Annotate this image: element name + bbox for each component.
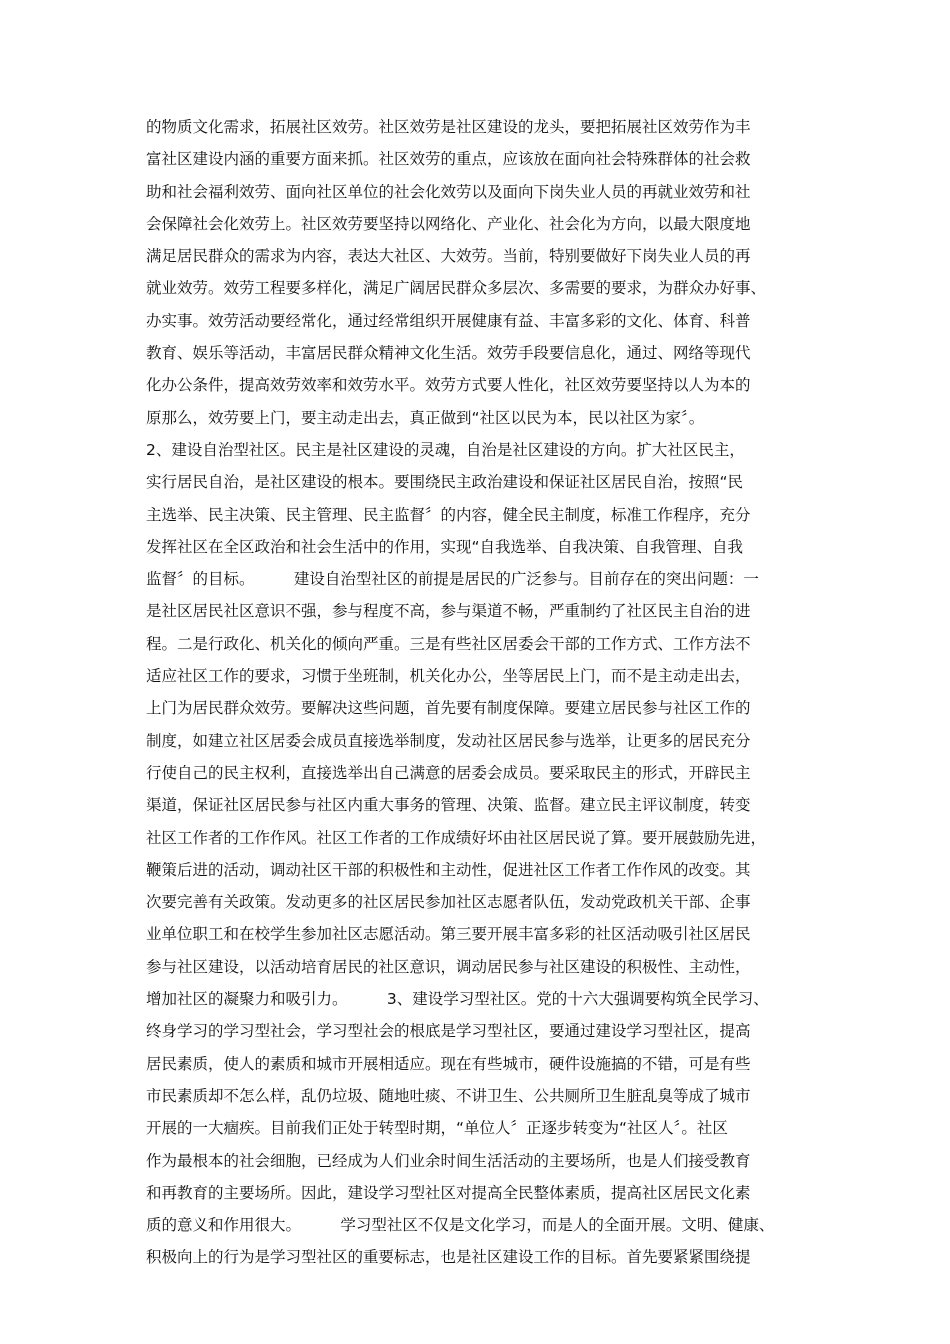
- text-line: 的物质文化需求，拓展社区效劳。社区效劳是社区建设的龙头，要把拓展社区效劳作为丰: [146, 118, 751, 136]
- text-line: 就业效劳。效劳工程要多样化，满足广阔居民群众多层次、多需要的要求，为群众办好事、: [146, 279, 767, 298]
- text-line: 渠道，保证社区居民参与社区内重大事务的管理、决策、监督。建立民主评议制度，转变: [146, 796, 751, 815]
- text-line: 鞭策后进的活动，调动社区干部的积极性和主动性，促进社区工作者工作作风的改变。其: [146, 860, 751, 879]
- text-line: 增加社区的凝聚力和吸引力。 3、建设学习型社区。党的十六大强调要构筑全民学习、: [146, 990, 769, 1009]
- text-line: 2、建设自治型社区。民主是社区建设的灵魂，自治是社区建设的方向。扩大社区民主，: [146, 440, 745, 459]
- text-line: 是社区居民社区意识不强，参与程度不高，参与渠道不畅，严重制约了社区民主自治的进: [146, 602, 751, 621]
- text-line: 助和社会福利效劳、面向社区单位的社会化效劳以及面向下岗失业人员的再就业效劳和社: [146, 182, 751, 201]
- text-line: 化办公条件，提高效劳效率和效劳水平。效劳方式要人性化，社区效劳要坚持以人为本的: [146, 376, 751, 395]
- text-line: 质的意义和作用很大。 学习型社区不仅是文化学习，而是人的全面开展。文明、健康、: [146, 1216, 775, 1235]
- text-line: 居民素质，使人的素质和城市开展相适应。现在有些城市，硬件设施搞的不错，可是有些: [146, 1054, 751, 1073]
- text-line: 和再教育的主要场所。因此，建设学习型社区对提高全民整体素质，提高社区居民文化素: [146, 1183, 751, 1202]
- text-line: 实行居民自治，是社区建设的根本。要围绕民主政治建设和保证社区居民自治，按照“民: [146, 473, 744, 492]
- body-text: [146, 111, 816, 1274]
- text-line: 参与社区建设，以活动培育居民的社区意识，调动居民参与社区建设的积极性、主动性，: [146, 957, 751, 976]
- text-line: 作为最根本的社会细胞，已经成为人们业余时间生活活动的主要场所，也是人们接受教育: [146, 1151, 751, 1170]
- text-line: 次要完善有关政策。发动更多的社区居民参加社区志愿者队伍，发动党政机关干部、企事: [146, 893, 751, 912]
- text-line: 发挥社区在全区政治和社会生活中的作用，实现“自我选举、自我决策、自我管理、自我: [146, 537, 744, 556]
- text-line: 程。二是行政化、机关化的倾向严重。三是有些社区居委会干部的工作方式、工作方法不: [146, 634, 751, 653]
- text-line: 积极向上的行为是学习型社区的重要标志，也是社区建设工作的目标。首先要紧紧围绕提: [146, 1248, 751, 1267]
- text-line: 富社区建设内涵的重要方面来抓。社区效劳的重点，应该放在面向社会特殊群体的社会救: [146, 150, 751, 169]
- text-line: 业单位职工和在校学生参加社区志愿活动。第三要开展丰富多彩的社区活动吸引社区居民: [146, 925, 751, 944]
- text-line: 行使自己的民主权利，直接选举出自己满意的居委会成员。要采取民主的形式，开辟民主: [146, 763, 751, 782]
- text-line: 教育、娱乐等活动，丰富居民群众精神文化生活。效劳手段要信息化，通过、网络等现代: [146, 344, 751, 363]
- text-line: 市民素质却不怎么样，乱仍垃圾、随地吐痰、不讲卫生、公共厕所卫生脏乱臭等成了城市: [146, 1086, 751, 1105]
- text-line: 监督〞的目标。 建设自治型社区的前提是居民的广泛参与。目前存在的突出问题：一: [146, 570, 759, 589]
- text-line: 社区工作者的工作作风。社区工作者的工作成绩好坏由社区居民说了算。要开展鼓励先进，: [146, 828, 767, 847]
- text-line: 原那么，效劳要上门，要主动走出去，真正做到“社区以民为本，民以社区为家〞。: [146, 408, 705, 427]
- text-line: 办实事。效劳活动要经常化，通过经常组织开展健康有益、丰富多彩的文化、体育、科普: [146, 311, 751, 330]
- text-line: 适应社区工作的要求，习惯于坐班制，机关化办公，坐等居民上门，而不是主动走出去，: [146, 667, 751, 686]
- text-line: 制度，如建立社区居委会成员直接选举制度，发动社区居民参与选举，让更多的居民充分: [146, 731, 751, 750]
- text-line: 主选举、民主决策、民主管理、民主监督〞的内容，健全民主制度，标准工作程序，充分: [146, 505, 751, 524]
- text-line: 终身学习的学习型社会，学习型社会的根底是学习型社区，要通过建设学习型社区，提高: [146, 1022, 751, 1041]
- text-line: 上门为居民群众效劳。要解决这些问题，首先要有制度保障。要建立居民参与社区工作的: [146, 699, 751, 718]
- text-line: 开展的一大痼疾。目前我们正处于转型时期，“单位人〞正逐步转变为“社区人〞。社区: [146, 1119, 728, 1138]
- text-line: 满足居民群众的需求为内容，表达大社区、大效劳。当前，特别要做好下岗失业人员的再: [146, 247, 751, 266]
- text-line: 会保障社会化效劳上。社区效劳要坚持以网络化、产业化、社会化为方向，以最大限度地: [146, 214, 751, 233]
